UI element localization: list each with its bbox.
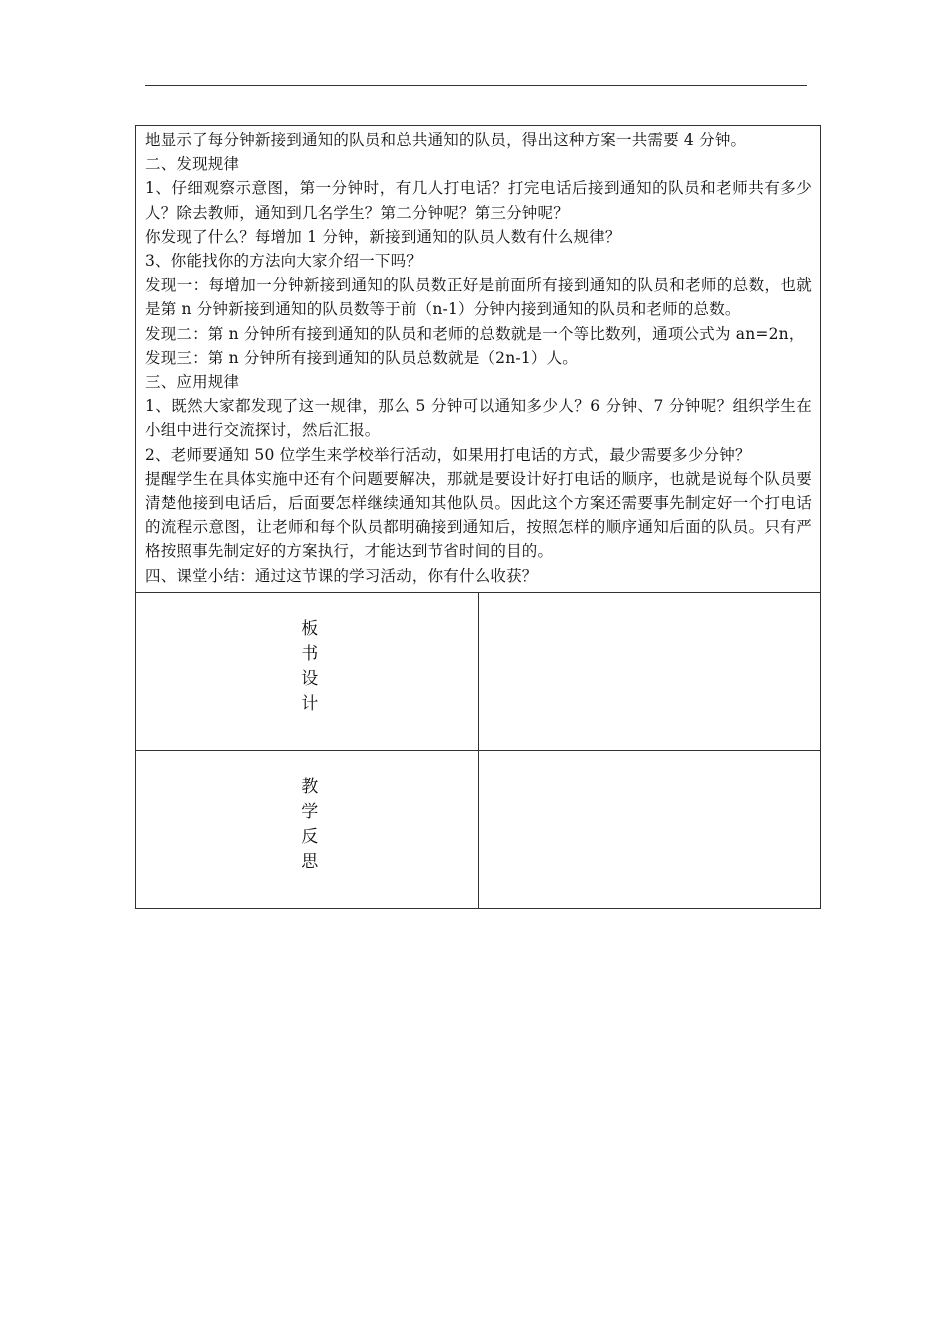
teaching-reflection-row bbox=[136, 750, 821, 908]
content-row bbox=[136, 126, 821, 593]
lesson-plan-table bbox=[135, 125, 821, 909]
paragraph-finding-one: 发现一：每增加一分钟新接到通知的队员数正好是前面所有接到通知的队员和老师的总数，也就是第 n 分钟新接到通知的队员数等于前（n-1）分钟内接到通知的队员和老师的总数。 bbox=[145, 276, 812, 319]
teaching-reflection-content bbox=[478, 750, 821, 908]
paragraph-introduce-method: 3、你能找你的方法向大家介绍一下吗？ bbox=[145, 252, 422, 271]
paragraph-reminder: 提醒学生在具体实施中还有个问题要解决，那就是要设计好打电话的顺序，也就是说每个队员要清楚他接到电话后，后面要怎样继续通知其他队员。因此这个方案还需要事先制定好一个打电话的流程示意图，让老师和每个队员都明确接到通知后，按照怎样的顺序通知后面的队员。只有严格按照事先制定好的方案执行，才能达到节省时间的目的。 bbox=[145, 469, 812, 561]
paragraph-finding-two: 发现二：第 n 分钟所有接到通知的队员和老师的总数就是一个等比数列，通项公式为 an=2n， bbox=[145, 324, 805, 343]
paragraph-what-found: 你发现了什么？每增加 1 分钟，新接到通知的队员人数有什么规律？ bbox=[145, 227, 621, 246]
section-heading-apply-pattern: 三、应用规律 bbox=[145, 373, 240, 392]
section-heading-find-pattern: 二、发现规律 bbox=[145, 155, 240, 174]
board-design-label: 板书设计 bbox=[297, 619, 318, 720]
paragraph-finding-three: 发现三：第 n 分钟所有接到通知的队员总数就是（2n-1）人。 bbox=[145, 348, 578, 367]
paragraph-intro-continued: 地显示了每分钟新接到通知的队员和总共通知的队员，得出这种方案一共需要 4 分钟。 bbox=[145, 131, 747, 149]
teaching-reflection-label: 教学反思 bbox=[297, 777, 318, 878]
paragraph-apply-one: 1、既然大家都发现了这一规律，那么 5 分钟可以通知多少人？6 分钟、7 分钟呢？组织学生在小组中进行交流探讨，然后汇报。 bbox=[145, 397, 812, 440]
board-design-label-cell bbox=[136, 592, 479, 750]
lesson-content-cell bbox=[136, 126, 821, 593]
teaching-reflection-label-cell bbox=[136, 750, 479, 908]
header-rule bbox=[145, 85, 807, 86]
section-heading-summary: 四、课堂小结：通过这节课的学习活动，你有什么收获？ bbox=[145, 566, 538, 585]
board-design-content bbox=[478, 592, 821, 750]
paragraph-observe-diagram: 1、仔细观察示意图，第一分钟时，有几人打电话？打完电话后接到通知的队员和老师共有多少人？除去教师，通知到几名学生？第二分钟呢？第三分钟呢？ bbox=[145, 179, 812, 222]
board-design-row bbox=[136, 592, 821, 750]
paragraph-apply-two: 2、老师要通知 50 位学生来学校举行活动，如果用打电话的方式，最少需要多少分钟？ bbox=[145, 445, 751, 464]
